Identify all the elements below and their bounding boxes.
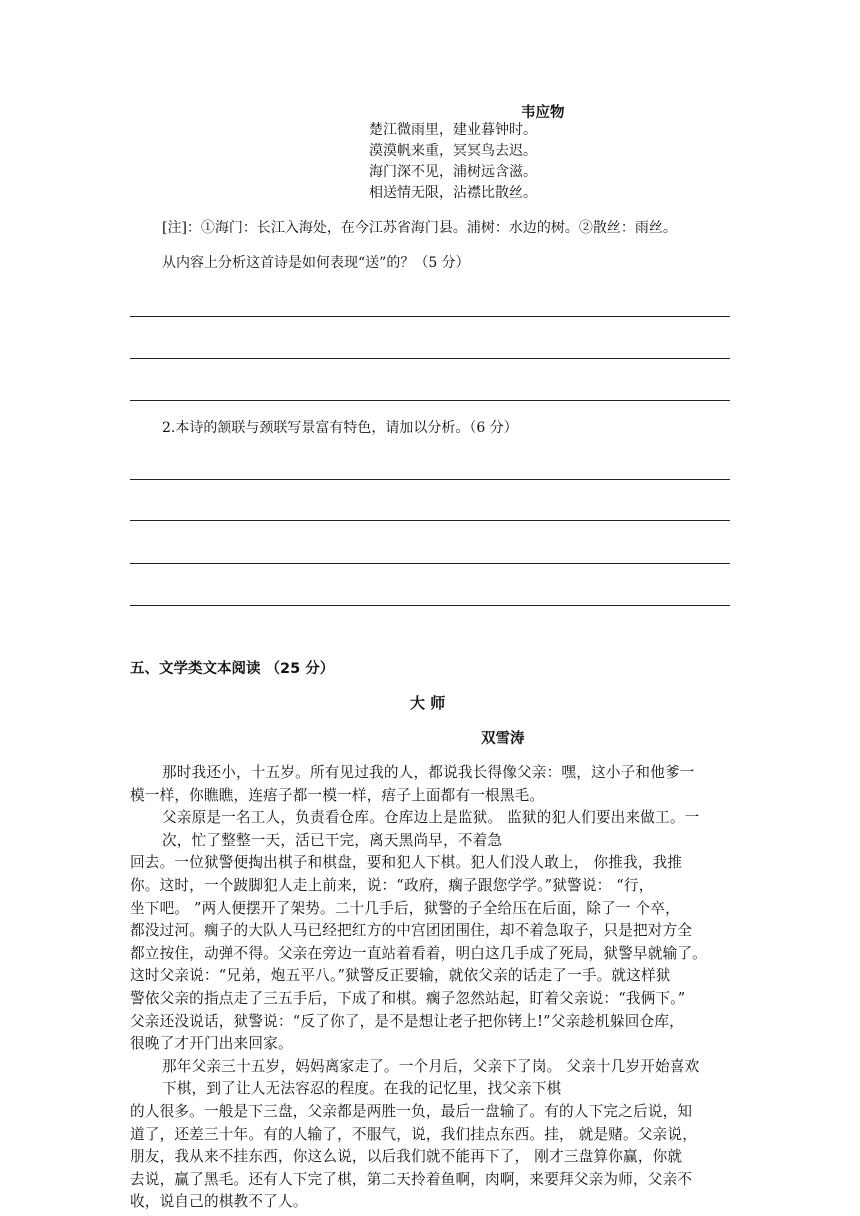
- answer-line[interactable]: [130, 605, 730, 606]
- text-line: 父亲还没说话，狱警说：“反了你了，是不是想让老子把你铐上!”父亲趁机躲回仓库，: [130, 1012, 684, 1030]
- poem-note: [注]：①海门：长江入海处，在今江苏省海门县。浦树：水边的树。②散丝：雨丝。: [162, 220, 677, 236]
- text-line: 道了，还差三十年。有的人输了，不服气，说，我们挂点东西。挂， 就是赌。父亲说，: [130, 1125, 698, 1143]
- text-line: 那年父亲三十五岁，妈妈离家走了。一个月后，父亲下了岗。 父亲十几岁开始喜欢: [162, 1057, 700, 1075]
- text-line: 那时我还小，十五岁。所有见过我的人，都说我长得像父亲：嘿，这小子和他爹一: [162, 764, 695, 781]
- text-line: 下棋，到了让人无法容忍的程度。在我的记忆里，找父亲下棋: [162, 1080, 562, 1098]
- text-line: 朋友，我从来不挂东西，你这么说，以后我们就不能再下了， 刚才三盘算你赢，你就: [130, 1148, 683, 1166]
- answer-line[interactable]: [130, 400, 730, 401]
- poem-line: 漠漠帆来重，冥冥鸟去迟。: [369, 143, 537, 159]
- answer-line[interactable]: [130, 358, 730, 359]
- text-line: 很晚了才开门出来回家。: [130, 1035, 293, 1053]
- answer-line[interactable]: [130, 316, 730, 317]
- question-1: 从内容上分析这首诗是如何表现“送”的？（5 分）: [162, 255, 470, 271]
- text-line: 父亲原是一名工人，负责看仓库。仓库边上是监狱。 监狱的犯人们要出来做工。一: [162, 809, 700, 827]
- poem-line: 海门深不见，浦树远含滋。: [369, 164, 537, 180]
- story-title: 大 师: [410, 694, 446, 712]
- poem-author: 韦应物: [521, 105, 565, 121]
- poem-line: 楚江微雨里，建业暮钟时。: [369, 122, 537, 138]
- text-line: 次，忙了整整一天，活已干完，离天黑尚早，不着急: [162, 831, 503, 849]
- text-line: 这时父亲说：“兄弟，炮五平八。”狱警反正要输，就依父亲的话走了一手。就这样狱: [130, 967, 671, 985]
- answer-line[interactable]: [130, 563, 730, 564]
- text-line: 回去。一位狱警便掏出棋子和棋盘，要和犯人下棋。犯人们没人敢上， 你推我，我推: [130, 854, 683, 872]
- poem-line: 相送情无限，沾襟比散丝。: [369, 185, 537, 201]
- text-line: 去说，赢了黑毛。还有人下完了棋，第二天拎着鱼啊，肉啊，来要拜父亲为师，父亲不: [130, 1170, 693, 1188]
- text-line: 警依父亲的指点走了三五手后，下成了和棋。瘸子忽然站起，盯着父亲说：“我俩下。”: [130, 989, 686, 1007]
- answer-line[interactable]: [130, 479, 730, 480]
- text-line: 坐下吧。 ”两人便摆开了架势。二十几手后，狱警的子全给压在后面，除了一 个卒，: [130, 899, 680, 917]
- text-line: 的人很多。一般是下三盘，父亲都是两胜一负，最后一盘输了。有的人下完之后说，知: [130, 1102, 693, 1120]
- question-2: 2.本诗的颔联与颈联写景富有特色，请加以分析。（6 分）: [162, 420, 518, 436]
- text-line: 模一样，你瞧瞧，连痦子都一模一样，痦子上面都有一根黑毛。: [130, 786, 545, 804]
- section-heading: 五、文学类文本阅读 （25 分）: [130, 661, 335, 677]
- story-author: 双雪涛: [481, 731, 525, 747]
- answer-line[interactable]: [130, 520, 730, 521]
- story-text: [130, 762, 742, 1214]
- text-line: 你。这时，一个跛脚犯人走上前来，说：“政府，瘸子跟您学学。”狱警说： “行，: [130, 876, 654, 894]
- text-line: 都没过河。瘸子的大队人马已经把红方的中宫团团围住，却不着急取子，只是把对方全: [130, 922, 693, 940]
- text-line: 收，说自己的棋教不了人。: [130, 1193, 308, 1211]
- text-line: 都立按住，动弹不得。父亲在旁边一直站着看着，明白这几手成了死局，狱警早就输了。: [130, 944, 707, 962]
